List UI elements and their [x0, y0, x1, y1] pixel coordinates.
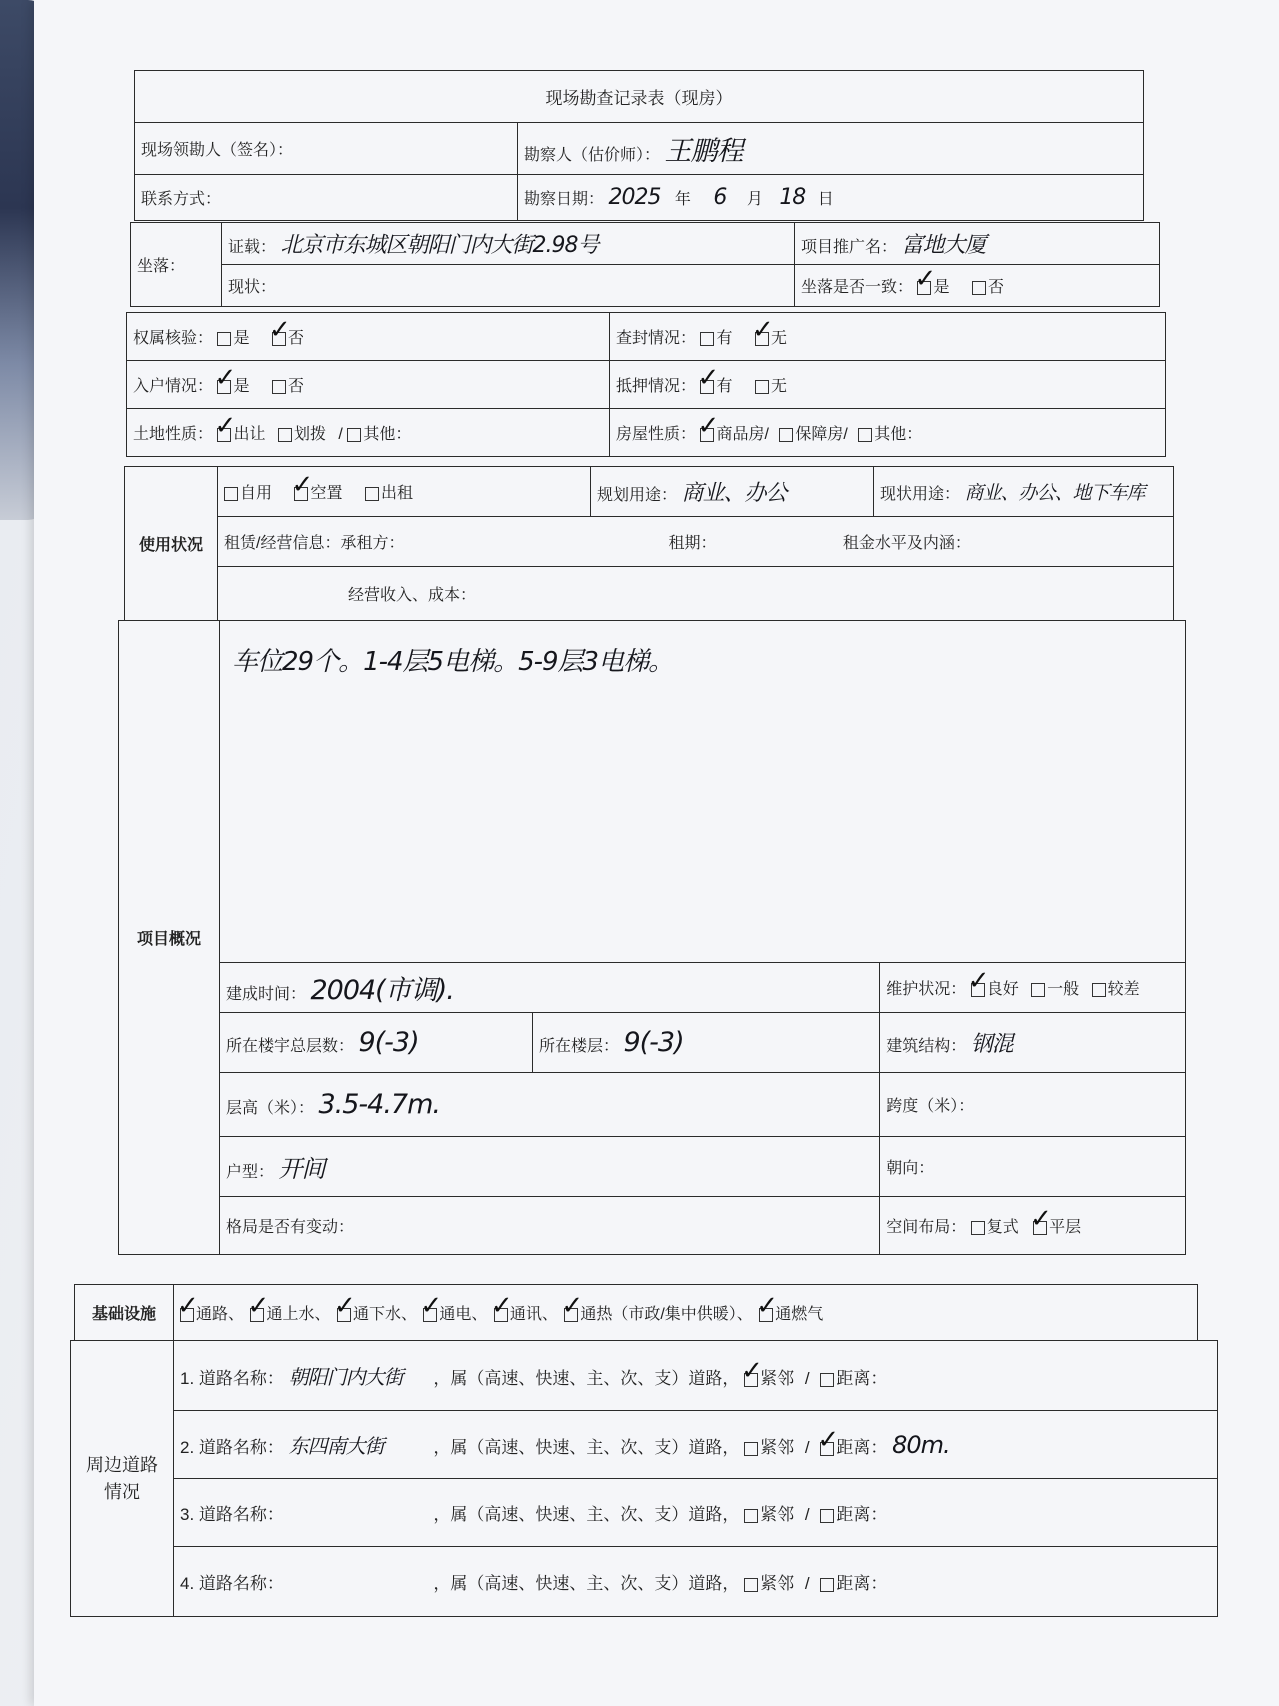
current-location-cell: [222, 265, 795, 307]
road-distance-label: 距离：: [836, 1369, 888, 1388]
consistent-yes-label: 是: [933, 279, 950, 296]
project-name-label: 项目推广名：: [801, 239, 898, 256]
location-table: [130, 222, 1160, 307]
road-row: [174, 1341, 1218, 1411]
current-use-cell: [874, 467, 1174, 517]
land-allocation-checkbox[interactable]: [278, 428, 292, 442]
current-location-label: 现状：: [228, 279, 277, 296]
maintenance-fair-checkbox[interactable]: [1031, 983, 1045, 997]
status-table: [126, 312, 1166, 457]
house-commercial-label: 商品房/: [716, 426, 769, 443]
date-year-unit: 年: [674, 191, 691, 208]
income-cell: [218, 567, 1174, 621]
planned-use-label: 规划用途：: [597, 487, 678, 504]
surveyor-signature: 王鹏程: [664, 136, 743, 167]
space-flat-label: 平层: [1049, 1219, 1082, 1236]
project-label-cell: [119, 621, 220, 1255]
occupancy-no-checkbox[interactable]: [272, 380, 286, 394]
infra-telecom-checkbox[interactable]: [494, 1308, 508, 1322]
maintenance-good-checkbox[interactable]: [971, 983, 985, 997]
usage-self-checkbox[interactable]: [224, 487, 238, 501]
space-duplex-label: 复式: [986, 1219, 1019, 1236]
ownership-yes-label: 是: [233, 330, 250, 347]
consistent-yes-checkbox[interactable]: [917, 281, 931, 295]
span-label: 跨度（米）：: [886, 1098, 975, 1115]
cert-cell: [222, 223, 795, 265]
infra-telecom-label: 通讯、: [509, 1306, 558, 1323]
infra-water-supply-checkbox[interactable]: [250, 1308, 264, 1322]
total-floors-cell: [220, 1013, 533, 1073]
floor-cell: [533, 1013, 880, 1073]
project-label: 项目概况: [136, 931, 201, 948]
road-distance-value: 80m.: [892, 1431, 950, 1459]
road-class-text: ，属（高速、快速、主、次、支）道路，: [433, 1505, 740, 1524]
road-class-text: ，属（高速、快速、主、次、支）道路，: [433, 1369, 740, 1388]
span-cell: [880, 1073, 1186, 1137]
road-distance-label: 距离：: [836, 1574, 888, 1593]
layout-change-label: 格局是否有变动：: [226, 1219, 355, 1236]
road-adjacent-label: 紧邻: [760, 1505, 795, 1524]
project-notes: 车位29个。1-4层5电梯。5-9层3电梯。: [232, 647, 674, 677]
infra-drainage-label: 通下水、: [352, 1306, 417, 1323]
occupancy-cell: [127, 361, 610, 409]
usage-vacant-label: 空置: [310, 485, 343, 502]
space-layout-label: 空间布局：: [886, 1219, 967, 1236]
structure-label: 建筑结构：: [886, 1038, 967, 1055]
floor-height-cell: [220, 1073, 880, 1137]
road-number: 3.: [180, 1505, 195, 1524]
road-number: 2.: [180, 1438, 195, 1457]
seal-yes-checkbox[interactable]: [700, 332, 714, 346]
roads-table: [70, 1340, 1218, 1617]
planned-use-cell: [591, 467, 874, 517]
road-name-label: 道路名称：: [198, 1574, 284, 1593]
planned-use-value: 商业、办公: [681, 481, 787, 506]
ownership-label: 权属核验：: [133, 330, 214, 347]
lead-surveyor-label: 现场领勘人（签名）：: [141, 142, 294, 159]
road-class-text: ，属（高速、快速、主、次、支）道路，: [433, 1438, 740, 1457]
income-label: 经营收入、成本：: [348, 587, 477, 604]
maintenance-poor-checkbox[interactable]: [1092, 983, 1106, 997]
consistency-cell: [795, 265, 1160, 307]
location-label-cell: [131, 223, 222, 307]
cert-label: 证载：: [228, 239, 277, 256]
road-row: [174, 1411, 1218, 1479]
project-notes-cell: [220, 621, 1186, 963]
mortgage-yes-checkbox[interactable]: [700, 380, 714, 394]
built-time-cell: [220, 963, 880, 1013]
maintenance-label: 维护状况：: [886, 981, 967, 998]
road-name-label: 道路名称：: [198, 1505, 284, 1524]
road-adjacent-checkbox[interactable]: [744, 1509, 758, 1523]
road-adjacent-label: 紧邻: [760, 1438, 795, 1457]
road-number: 1.: [180, 1369, 195, 1388]
infra-table: [74, 1284, 1198, 1341]
road-distance-checkbox[interactable]: [820, 1373, 834, 1387]
land-grant-label: 出让: [233, 426, 266, 443]
infra-road-checkbox[interactable]: [180, 1308, 194, 1322]
current-use-label: 现状用途：: [880, 486, 961, 503]
built-time-value: 2004(市调).: [310, 975, 454, 1006]
unit-layout-label: 户型：: [226, 1164, 275, 1181]
usage-rented-checkbox[interactable]: [365, 487, 379, 501]
maintenance-cell: [880, 963, 1186, 1013]
land-allocation-label: 划拨: [293, 426, 326, 443]
infra-water-supply-label: 通上水、: [266, 1306, 331, 1323]
space-layout-cell: [880, 1197, 1186, 1255]
current-use-value: 商业、办公、地下车库: [964, 482, 1145, 504]
infra-heating-checkbox[interactable]: [564, 1308, 578, 1322]
total-floors-value: 9(-3): [358, 1027, 419, 1058]
usage-label-cell: [125, 467, 218, 621]
space-duplex-checkbox[interactable]: [971, 1221, 985, 1235]
roads-label-line1: 周边道路: [86, 1454, 158, 1475]
infra-road-label: 通路、: [196, 1306, 245, 1323]
contact-label: 联系方式：: [141, 191, 222, 208]
land-other-checkbox[interactable]: [347, 428, 361, 442]
occupancy-yes-label: 是: [233, 378, 250, 395]
road-adjacent-checkbox[interactable]: [744, 1578, 758, 1592]
floor-label: 所在楼层：: [539, 1038, 620, 1055]
lease-label: 租赁/经营信息：承租方：: [224, 535, 405, 552]
infra-power-checkbox[interactable]: [423, 1308, 437, 1322]
date-label: 勘察日期：: [524, 191, 605, 208]
mortgage-yes-label: 有: [716, 378, 733, 395]
usage-label: 使用状况: [138, 537, 203, 554]
land-grant-checkbox[interactable]: [217, 428, 231, 442]
road-distance-label: 距离：: [836, 1505, 888, 1524]
unit-layout-cell: [220, 1137, 880, 1197]
header-table: [134, 70, 1144, 221]
road-name-label: 道路名称：: [198, 1369, 284, 1388]
infra-gas-checkbox[interactable]: [759, 1308, 773, 1322]
consistent-no-label: 否: [987, 279, 1004, 296]
orientation-label: 朝向：: [886, 1160, 935, 1177]
land-other-label: 其他：: [363, 426, 412, 443]
land-separator: /: [338, 426, 343, 443]
usage-table: [124, 466, 1174, 621]
maintenance-fair-label: 一般: [1047, 981, 1080, 998]
road-adjacent-label: 紧邻: [760, 1369, 795, 1388]
consistent-no-checkbox[interactable]: [972, 281, 986, 295]
date-cell: [518, 175, 1144, 221]
road-separator: /: [804, 1369, 810, 1388]
house-affordable-label: 保障房/: [795, 426, 848, 443]
house-commercial-checkbox[interactable]: [700, 428, 714, 442]
mortgage-label: 抵押情况：: [616, 378, 697, 395]
form-title: 现场勘查记录表（现房）: [135, 71, 1144, 123]
roads-label-cell: [71, 1341, 174, 1617]
cert-address: 北京市东城区朝阳门内大街2.98号: [280, 233, 599, 258]
ownership-cell: [127, 313, 610, 361]
road-separator: /: [804, 1574, 810, 1593]
seal-label: 查封情况：: [616, 330, 697, 347]
road-adjacent-checkbox[interactable]: [744, 1442, 758, 1456]
occupancy-no-label: 否: [287, 378, 304, 395]
road-name-value: 朝阳门内大街: [288, 1365, 403, 1389]
date-day-unit: 日: [817, 191, 834, 208]
location-label: 坐落：: [137, 258, 186, 275]
road-name-label: 道路名称：: [198, 1438, 284, 1457]
road-distance-checkbox[interactable]: [820, 1509, 834, 1523]
road-number: 4.: [180, 1574, 195, 1593]
road-distance-checkbox[interactable]: [820, 1442, 834, 1456]
total-floors-label: 所在楼宇总层数：: [226, 1038, 355, 1055]
surveyor-cell: [518, 123, 1144, 175]
project-name-cell: [795, 223, 1160, 265]
road-adjacent-label: 紧邻: [760, 1574, 795, 1593]
floor-height-value: 3.5-4.7m.: [318, 1089, 440, 1120]
house-cell: [610, 409, 1166, 457]
infra-gas-label: 通燃气: [775, 1306, 824, 1323]
road-name-value: 东四南大街: [288, 1434, 384, 1458]
house-other-checkbox[interactable]: [858, 428, 872, 442]
usage-rented-label: 出租: [380, 485, 413, 502]
layout-change-cell: [220, 1197, 880, 1255]
infra-items-cell: [174, 1285, 1198, 1341]
mortgage-cell: [610, 361, 1166, 409]
maintenance-good-label: 良好: [986, 981, 1019, 998]
land-label: 土地性质：: [133, 426, 214, 443]
consistency-label: 坐落是否一致：: [801, 279, 914, 296]
usage-vacant-checkbox[interactable]: [294, 487, 308, 501]
road-distance-checkbox[interactable]: [820, 1578, 834, 1592]
occupancy-label: 入户情况：: [133, 378, 214, 395]
infra-label: 基础设施: [91, 1306, 156, 1323]
seal-no-label: 无: [770, 330, 787, 347]
structure-cell: [880, 1013, 1186, 1073]
lead-surveyor-cell: [135, 123, 518, 175]
infra-heating-label: 通热（市政/集中供暖）、: [580, 1306, 753, 1323]
land-cell: [127, 409, 610, 457]
seal-no-checkbox[interactable]: [755, 332, 769, 346]
date-month: 6: [713, 185, 727, 210]
roads-label-line2: 情况: [104, 1481, 140, 1502]
road-distance-label: 距离：: [836, 1438, 888, 1457]
house-other-label: 其他：: [874, 426, 923, 443]
ownership-no-label: 否: [287, 330, 304, 347]
built-time-label: 建成时间：: [226, 986, 307, 1003]
floor-value: 9(-3): [623, 1027, 684, 1058]
date-month-unit: 月: [746, 191, 763, 208]
project-name-value: 富地大厦: [901, 233, 986, 258]
orientation-cell: [880, 1137, 1186, 1197]
road-adjacent-checkbox[interactable]: [744, 1373, 758, 1387]
date-day: 18: [779, 185, 806, 210]
house-label: 房屋性质：: [616, 426, 697, 443]
surveyor-label: 勘察人（估价师）：: [524, 147, 661, 164]
road-row: [174, 1547, 1218, 1617]
seal-cell: [610, 313, 1166, 361]
infra-label-cell: [75, 1285, 174, 1341]
maintenance-poor-label: 较差: [1107, 981, 1140, 998]
project-table: [118, 620, 1186, 1255]
infra-power-label: 通电、: [439, 1306, 488, 1323]
contact-cell: [135, 175, 518, 221]
seal-yes-label: 有: [716, 330, 733, 347]
form-paper: [34, 0, 1279, 1706]
road-row: [174, 1479, 1218, 1547]
mortgage-no-checkbox[interactable]: [755, 380, 769, 394]
occupancy-yes-checkbox[interactable]: [217, 380, 231, 394]
structure-value: 钢混: [970, 1032, 1013, 1057]
usage-self-label: 自用: [240, 485, 273, 502]
road-separator: /: [804, 1438, 810, 1457]
road-separator: /: [804, 1505, 810, 1524]
space-flat-checkbox[interactable]: [1033, 1221, 1047, 1235]
usage-options-cell: [218, 467, 591, 517]
lease-cell: [218, 517, 1174, 567]
rent-level-label: 租金水平及内涵：: [842, 535, 971, 552]
date-year: 2025: [608, 185, 661, 210]
ownership-yes-checkbox[interactable]: [217, 332, 231, 346]
floor-height-label: 层高（米）：: [226, 1100, 315, 1117]
infra-drainage-checkbox[interactable]: [337, 1308, 351, 1322]
road-class-text: ，属（高速、快速、主、次、支）道路，: [433, 1574, 740, 1593]
ownership-no-checkbox[interactable]: [272, 332, 286, 346]
house-affordable-checkbox[interactable]: [779, 428, 793, 442]
mortgage-no-label: 无: [770, 378, 787, 395]
unit-layout-value: 开间: [278, 1155, 325, 1183]
lease-term-label: 租期：: [668, 535, 717, 552]
